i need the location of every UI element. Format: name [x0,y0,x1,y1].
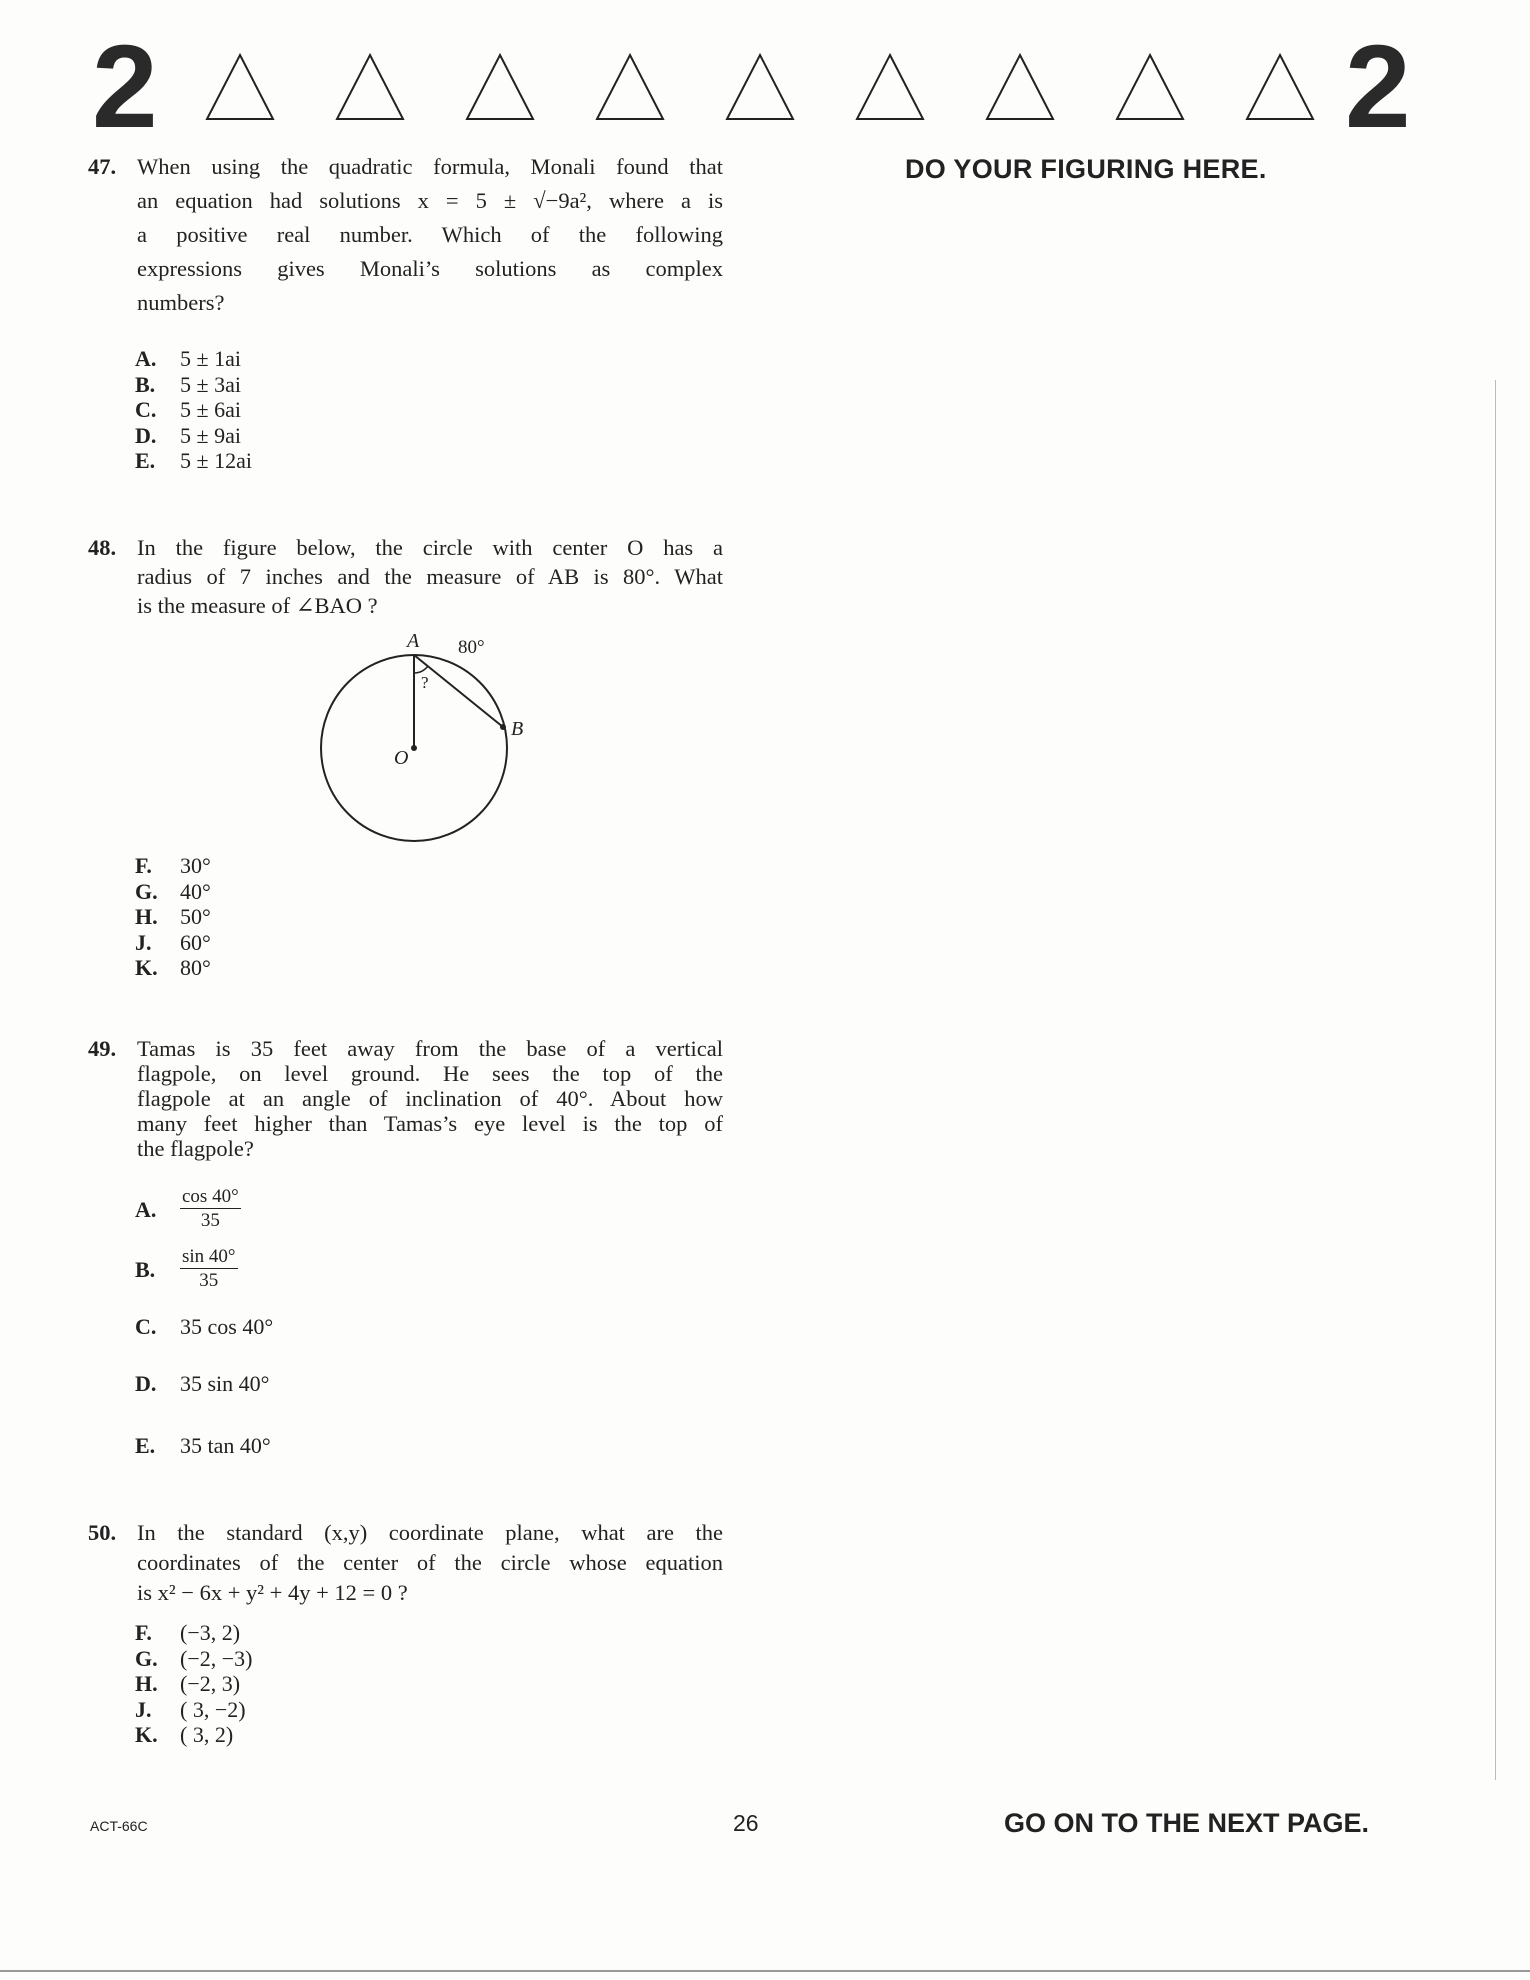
question-text [137,150,723,320]
question-line: an equation had solutions x = 5 ± √−9a², where a is [137,188,723,213]
triangle-icon [985,52,1055,122]
option-value: 80° [180,955,211,980]
question-line: flagpole, on level ground. He sees the top of the [137,1061,723,1086]
triangle-row [205,52,1320,122]
answer-option-c[interactable] [135,397,252,423]
question-50 [88,1518,728,1758]
scan-bottom-line [0,1970,1530,1972]
question-line: is x² − 6x + y² + 4y + 12 = 0 ? [137,1580,408,1605]
answer-options [135,1620,252,1748]
option-letter: B. [135,371,156,397]
answer-option-c[interactable] [135,1314,273,1340]
option-letter: A. [135,346,157,371]
option-letter: A. [135,1196,157,1222]
option-letter: C. [135,1314,157,1339]
answer-option-b[interactable] [135,372,252,398]
arc-label: 80° [458,637,485,658]
answer-option-b[interactable] [135,1246,238,1293]
question-47 [88,150,728,480]
page-number: 26 [733,1810,759,1836]
answer-option-a[interactable] [135,346,252,372]
triangle-icon [335,52,405,122]
angle-label: ? [421,673,429,692]
option-value: 35 cos 40° [180,1314,274,1339]
answer-options [135,853,211,981]
triangle-icon [1245,52,1315,122]
triangle-icon [205,52,275,122]
option-letter: F. [135,853,152,878]
answer-option-e[interactable] [135,1433,271,1459]
answer-option-a[interactable] [135,1186,241,1233]
answer-option-h[interactable] [135,904,211,930]
question-text [137,1518,723,1608]
answer-option-k[interactable] [135,955,211,981]
option-value: 5 ± 6ai [180,397,241,422]
option-letter: H. [135,904,158,929]
question-number: 50. [88,1520,117,1545]
fraction-denominator: 35 [200,1210,220,1231]
option-letter: B. [135,1256,156,1282]
option-letter: E. [135,1433,156,1458]
question-line: many feet higher than Tamas’s eye level is the top of [137,1111,723,1136]
answer-option-d[interactable] [135,423,252,449]
question-line: flagpole at an angle of inclination of 40°. About how [137,1086,723,1111]
question-number: 48. [88,535,117,560]
fraction-numerator: cos 40° [182,1186,239,1207]
answer-option-j[interactable] [135,1697,252,1723]
question-line: expressions gives Monali’s solutions as complex [137,256,723,281]
question-line: When using the quadratic formula, Monali found that [137,154,723,179]
question-line: In the figure below, the circle with center O has a [137,535,723,560]
option-letter: E. [135,448,156,473]
triangle-icon [465,52,535,122]
answer-option-h[interactable] [135,1671,252,1697]
question-line: the flagpole? [137,1136,254,1161]
option-value: 5 ± 9ai [180,422,241,448]
form-code: ACT-66C [90,1818,148,1834]
triangle-icon [1115,52,1185,122]
option-value: (−3, 2) [180,1620,241,1645]
point-b [500,724,506,730]
option-value: 35 tan 40° [180,1433,271,1458]
option-value: 50° [180,904,211,929]
option-value: ( 3, −2) [180,1696,246,1722]
option-value: (−2, 3) [180,1671,241,1696]
answer-option-g[interactable] [135,879,211,905]
answer-option-k[interactable] [135,1722,252,1748]
angle-arc [414,666,428,673]
question-line: is the measure of ∠BAO ? [137,593,378,618]
option-letter: F. [135,1620,152,1645]
label-b: B [511,718,524,740]
question-line: coordinates of the center of the circle whose equation [137,1550,723,1575]
center-point [411,745,417,751]
option-letter: J. [135,1696,152,1722]
triangle-icon [855,52,925,122]
figuring-label: DO YOUR FIGURING HERE. [905,154,1267,184]
fraction [180,1186,241,1233]
question-line: a positive real number. Which of the following [137,222,723,247]
question-text [137,1036,723,1161]
option-value: ( 3, 2) [180,1722,234,1747]
question-number: 47. [88,154,117,179]
answer-option-g[interactable] [135,1646,252,1672]
option-letter: C. [135,397,157,422]
option-value: 5 ± 3ai [180,371,241,397]
option-value: 5 ± 1ai [180,346,241,371]
question-line: In the standard (x,y) coordinate plane, what are the [137,1520,723,1545]
triangle-icon [595,52,665,122]
option-letter: G. [135,878,158,904]
answer-option-f[interactable] [135,853,211,879]
question-text [137,533,723,620]
answer-options [135,346,252,474]
question-49 [88,1036,728,1466]
option-letter: K. [135,955,158,980]
question-line: radius of 7 inches and the measure of AB is 80°. What [137,564,723,589]
circle-figure [308,628,588,888]
option-letter: D. [135,422,157,448]
triangle-icon [725,52,795,122]
answer-option-d[interactable] [135,1371,269,1397]
fraction-numerator: sin 40° [182,1246,236,1267]
option-value: (−2, −3) [180,1645,253,1671]
option-value: 60° [180,929,211,955]
section-number-left: 2 [92,21,158,153]
option-value: 30° [180,853,211,878]
next-page-label: GO ON TO THE NEXT PAGE. [1004,1808,1370,1838]
fraction-denominator: 35 [199,1270,219,1291]
option-letter: H. [135,1671,158,1696]
option-value: 35 sin 40° [180,1371,270,1396]
option-letter: K. [135,1722,158,1747]
section-number-right: 2 [1345,21,1411,153]
label-a: A [407,630,420,652]
question-number: 49. [88,1036,117,1061]
question-48 [88,533,728,993]
answer-option-e[interactable] [135,448,252,474]
scan-edge-line [1495,380,1496,1780]
fraction [180,1246,238,1293]
option-letter: G. [135,1645,158,1671]
answer-option-f[interactable] [135,1620,252,1646]
question-line: Tamas is 35 feet away from the base of a vertical [137,1036,723,1061]
answer-option-j[interactable] [135,930,211,956]
option-letter: D. [135,1371,157,1396]
option-letter: J. [135,929,152,955]
option-value: 5 ± 12ai [180,448,252,473]
option-value: 40° [180,878,211,904]
label-o: O [394,747,409,769]
question-line: numbers? [137,290,225,315]
